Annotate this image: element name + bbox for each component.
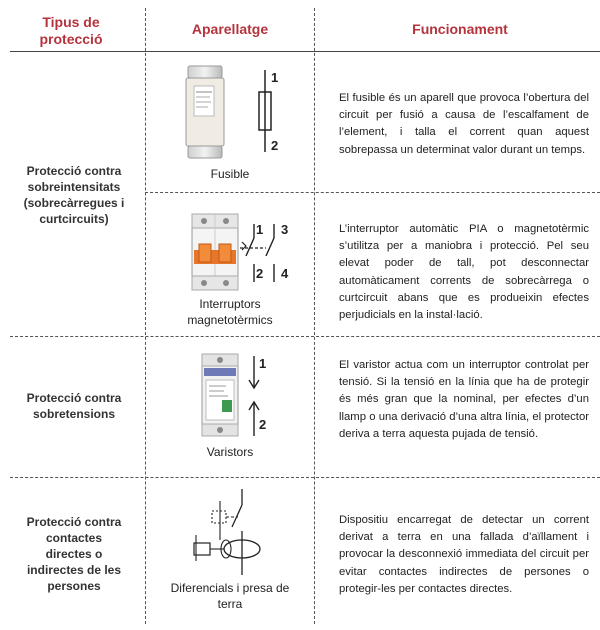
varistor-symbol-number-1: 1 bbox=[259, 356, 267, 371]
circuit-breaker-icon bbox=[190, 212, 240, 292]
fuse-symbol-number-1: 1 bbox=[271, 70, 279, 85]
column-divider-1 bbox=[145, 8, 146, 624]
breaker-symbol-number-2: 2 bbox=[256, 266, 264, 281]
category-overvoltage: Protecció contra sobretensions bbox=[26, 391, 122, 421]
description-differential: Dispositiu encarregat de detectar un corrent derivat a terra en una fallada d’aïllament i provocar la desconnexió immediata del circuit per evitar contactes indirectes de persones o protegir-les per contactes directes. bbox=[339, 514, 589, 595]
header-equipment: Aparellatge bbox=[191, 21, 269, 37]
fuse-symbol-number-2: 2 bbox=[271, 138, 279, 153]
header-protection-type: Tipus de protecció bbox=[39, 14, 103, 47]
category-overcurrent: Protecció contra sobreintensitats (sobrecàrregues i curtcircuits) bbox=[23, 164, 125, 226]
description-fuse: El fusible és un aparell que provoca l’obertura del circuit per fusió a causa de l’escalfament de l’element, i talla el corrent quan aquest sobrepassa un determinat valor durant un temps. bbox=[339, 92, 589, 156]
varistor-symbol-number-2: 2 bbox=[259, 417, 267, 432]
row-divider-1 bbox=[10, 336, 600, 337]
row-divider-fuse bbox=[145, 192, 600, 193]
device-label-varistor: Varistors bbox=[206, 445, 254, 459]
device-label-fuse: Fusible bbox=[210, 167, 250, 181]
row-divider-2 bbox=[10, 477, 600, 478]
varistor-icon bbox=[200, 352, 240, 438]
fuse-icon bbox=[180, 64, 230, 160]
category-contact-protection: Protecció contra contactes directes o indirectes de les persones bbox=[26, 515, 122, 593]
device-label-breaker: Interruptors magnetotèrmics bbox=[187, 297, 273, 327]
breaker-symbol-number-4: 4 bbox=[281, 266, 289, 281]
description-varistor: El varistor actua com un interruptor controlat per tensió. Si la tensió en la línia que ha de protegir és més gran que la nominal, per efectes d’un llamp o una derivació d’una altra línia, el protector deriva a terra aquesta pujada de tensió. bbox=[339, 359, 589, 440]
column-divider-2 bbox=[314, 8, 315, 624]
differential-switch-icon bbox=[190, 487, 270, 577]
breaker-symbol-number-1: 1 bbox=[256, 222, 264, 237]
description-breaker: L’interruptor automàtic PIA o magnetotèrmic s’utilitza per a maniobra i protecció. Pel seu elevat poder de tall, pot desconnectar automàticament corrents de sobrecàrrega o curtcircuit abans que es produeixin efectes perjudicials en la instal·lació. bbox=[339, 223, 589, 322]
device-label-differential: Diferencials i presa de terra bbox=[170, 581, 290, 611]
header-rule bbox=[10, 51, 600, 52]
header-operation: Funcionament bbox=[412, 21, 508, 37]
breaker-symbol-number-3: 3 bbox=[281, 222, 289, 237]
